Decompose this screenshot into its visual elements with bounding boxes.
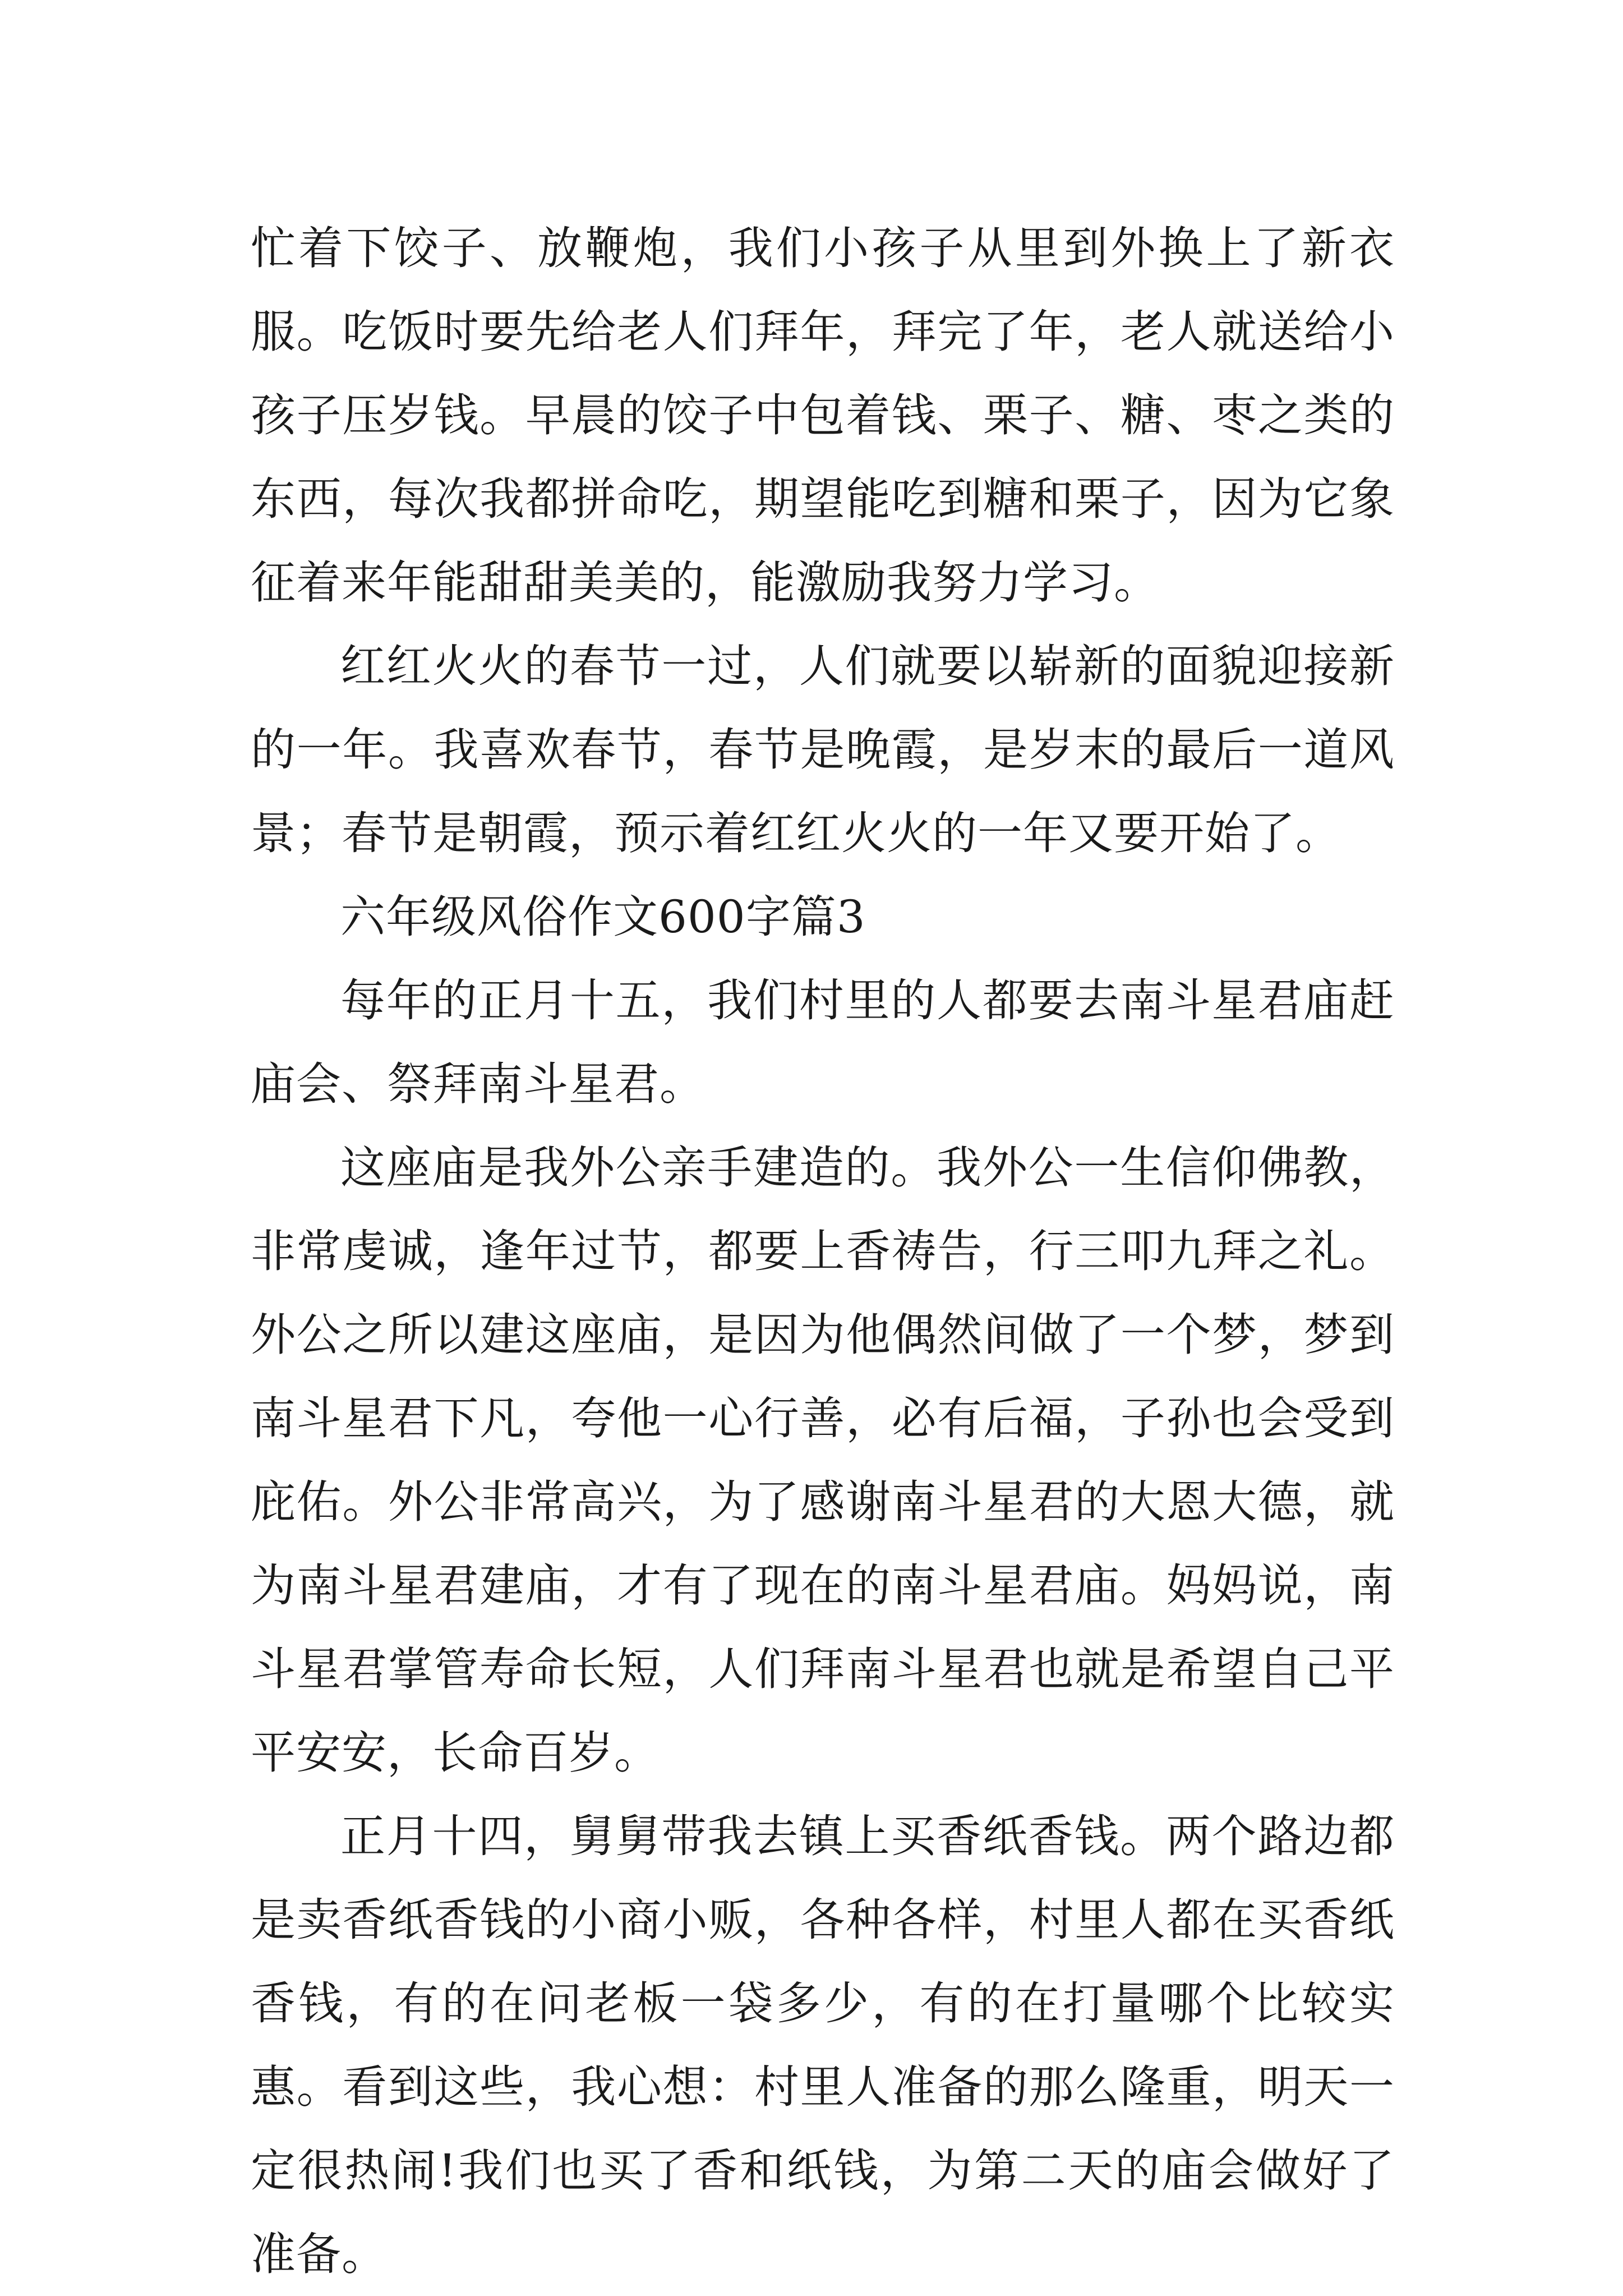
paragraph-1: 忙着下饺子、放鞭炮，我们小孩子从里到外换上了新衣服。吃饭时要先给老人们拜年，拜完了年，老人就送给小孩子压岁钱。早晨的饺子中包着钱、栗子、糖、枣之类的东西，每次我都拼命吃，期望能吃到糖和栗子，因为它象征着来年能甜甜美美的，能激励我努力学习。 — [251, 222, 1395, 609]
section-heading: 六年级风俗作文600字篇3 — [340, 891, 866, 943]
paragraph-3: 每年的正月十五，我们村里的人都要去南斗星君庙赶庙会、祭拜南斗星君。 — [251, 974, 1395, 1110]
paragraph-2: 红红火火的春节一过，人们就要以崭新的面貌迎接新的一年。我喜欢春节，春节是晚霞，是岁末的最后一道风景；春节是朝霞，预示着红红火火的一年又要开始了。 — [251, 640, 1395, 859]
paragraph-4: 这座庙是我外公亲手建造的。我外公一生信仰佛教，非常虔诚，逢年过节，都要上香祷告，行三叩九拜之礼。外公之所以建这座庙，是因为他偶然间做了一个梦，梦到南斗星君下凡，夸他一心行善，必有后福，子孙也会受到庇佑。外公非常高兴，为了感谢南斗星君的大恩大德，就为南斗星君建庙，才有了现在的南斗星君庙。妈妈说，南斗星君掌管寿命长短，人们拜南斗星君也就是希望自己平平安安，长命百岁。 — [251, 1142, 1395, 1779]
essay-body — [251, 206, 1395, 2296]
paragraph-5: 正月十四，舅舅带我去镇上买香纸香钱。两个路边都是卖香纸香钱的小商小贩，各种各样，村里人都在买香纸香钱，有的在问老板一袋多少，有的在打量哪个比较实惠。看到这些，我心想：村里人准备的那么隆重，明天一定很热闹!我们也买了香和纸钱，为第二天的庙会做好了准备。 — [251, 1810, 1395, 2280]
